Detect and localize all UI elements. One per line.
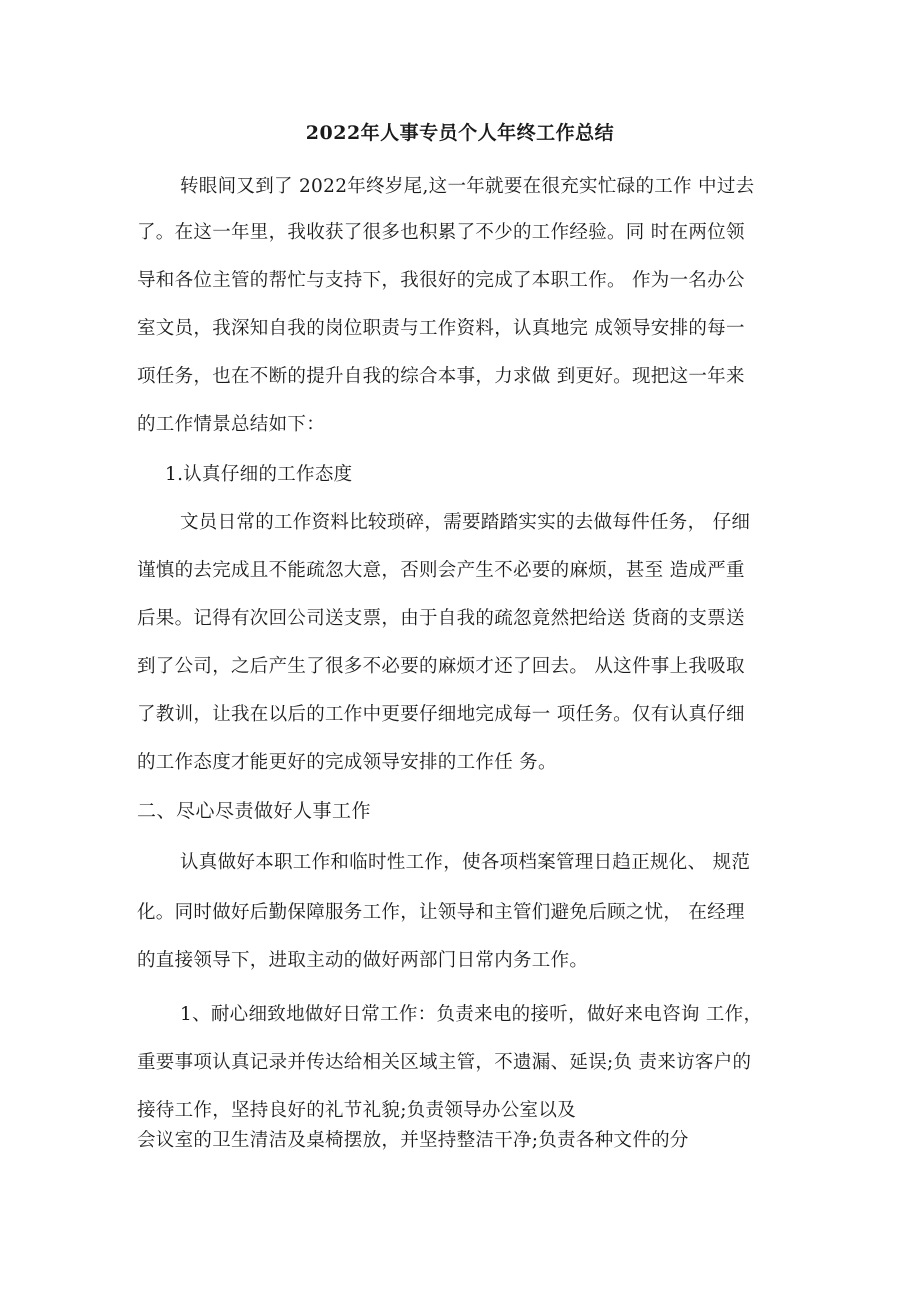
paragraph-line: 导和各位主管的帮忙与支持下，我很好的完成了本职工作。 作为一名办公	[137, 270, 745, 291]
paragraph-line: 后果。记得有次回公司送支票，由于自我的疏忽竟然把给送 货商的支票送	[137, 608, 745, 629]
paragraph-line: 接待工作，坚持良好的礼节礼貌;负责领导办公室以及	[137, 1100, 576, 1121]
paragraph-line: 了教训，让我在以后的工作中更要仔细地完成每一 项任务。仅有认真仔细	[137, 704, 745, 725]
paragraph-line: 的工作态度才能更好的完成领导安排的工作任 务。	[137, 752, 557, 773]
paragraph-line: 会议室的卫生清洁及桌椅摆放，并坚持整洁干净;负责各种文件的分	[137, 1130, 689, 1151]
paragraph-line: 转眼间又到了 2022年终岁尾,这一年就要在很充实忙碌的工作 中过去	[180, 176, 755, 197]
paragraph-line: 认真做好本职工作和临时性工作，使各项档案管理日趋正规化、 规范	[180, 852, 751, 873]
paragraph-line: 化。同时做好后勤保障服务工作，让领导和主管们避免后顾之忧， 在经理	[137, 902, 745, 923]
paragraph-line: 的直接领导下，进取主动的做好两部门日常内务工作。	[137, 950, 589, 971]
document-title: 2022年人事专员个人年终工作总结	[305, 122, 615, 144]
paragraph-line: 谨慎的去完成且不能疏忽大意，否则会产生不必要的麻烦，甚至 造成严重	[137, 560, 745, 581]
paragraph-line: 1、耐心细致地做好日常工作：负责来电的接听，做好来电咨询 工作，	[180, 1004, 763, 1025]
paragraph-line: 室文员，我深知自我的岗位职责与工作资料，认真地完 成领导安排的每一	[137, 318, 745, 339]
paragraph-line: 的工作情景总结如下：	[137, 414, 326, 435]
paragraph-line: 文员日常的工作资料比较琐碎，需要踏踏实实的去做每件任务， 仔细	[180, 512, 751, 533]
paragraph-line: 重要事项认真记录并传达给相关区域主管，不遗漏、延误;负 责来访客户的	[137, 1052, 752, 1073]
paragraph-line: 了。在这一年里，我收获了很多也积累了不少的工作经验。同 时在两位领	[137, 222, 745, 243]
section-heading: 1.认真仔细的工作态度	[165, 464, 353, 485]
paragraph-line: 到了公司，之后产生了很多不必要的麻烦才还了回去。 从这件事上我吸取	[137, 656, 745, 677]
paragraph-line: 项任务，也在不断的提升自我的综合本事，力求做 到更好。现把这一年来	[137, 366, 745, 387]
section-heading: 二、尽心尽责做好人事工作	[137, 800, 372, 822]
